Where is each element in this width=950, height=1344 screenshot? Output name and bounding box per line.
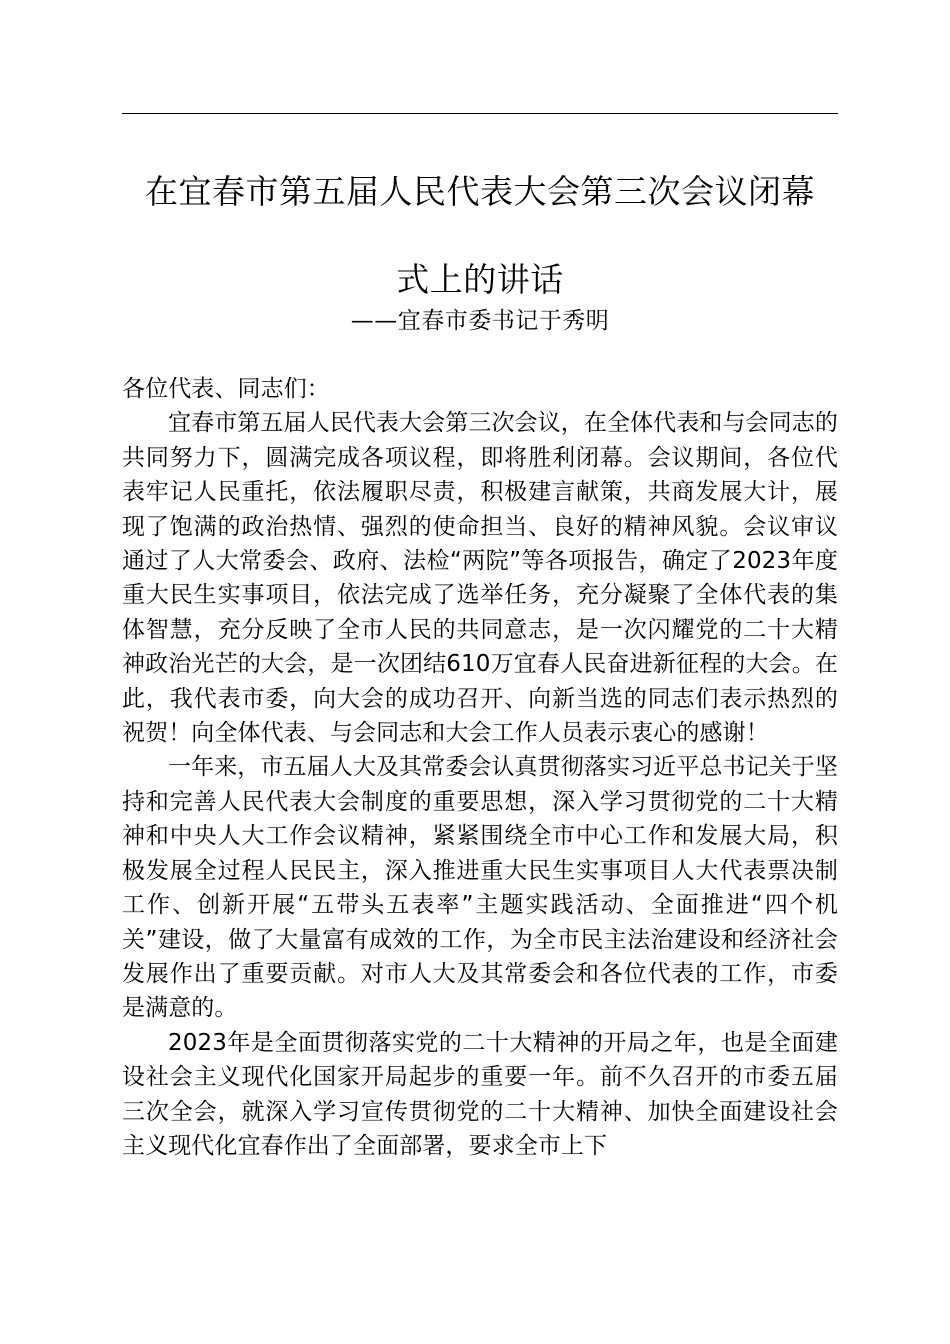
paragraph-3: 2023年是全面贯彻落实党的二十大精神的开局之年，也是全面建设社会主义现代化国家开局起步的重要一年。前不久召开的市委五届三次全会，就深入学习宣传贯彻党的二十大精神、加快全面建设社会主义现代化宜春作出了全面部署，要求全市上下 bbox=[122, 1029, 838, 1159]
paragraph-2: 一年来，市五届人大及其常委会认真贯彻落实习近平总书记关于坚持和完善人民代表大会制度的重要思想，深入学习贯彻党的二十大精神和中央人大工作会议精神，紧紧围绕全市中心工作和发展大局，积极发展全过程人民民主，深入推进重大民生实事项目人大代表票决制工作、创新开展“五带头五表率”主题实践活动、全面推进“四个机关”建设，做了大量富有成效的工作，为全市民主法治建设和经济社会发展作出了重要贡献。对市人大及其常委会和各位代表的工作，市委是满意的。 bbox=[122, 754, 838, 1022]
paragraph-1: 宜春市第五届人民代表大会第三次会议，在全体代表和与会同志的共同努力下，圆满完成各项议程，即将胜利闭幕。会议期间，各位代表牢记人民重托，依法履职尽责，积极建言献策，共商发展大计，展现了饱满的政治热情、强烈的使命担当、良好的精神风貌。会议审议通过了人大常委会、政府、法检“两院”等各项报告，确定了2023年度重大民生实事项目，依法完成了选举任务，充分凝聚了全体代表的集体智慧，充分反映了全市人民的共同意志，是一次闪耀党的二十大精神政治光芒的大会，是一次团结610万宜春人民奋进新征程的大会。在此，我代表市委，向大会的成功召开、向新当选的同志们表示热烈的祝贺！向全体代表、与会同志和大会工作人员表示衷心的感谢！ bbox=[122, 410, 838, 747]
document-body bbox=[122, 372, 838, 1163]
title-line-2: 式上的讲话 bbox=[396, 260, 564, 299]
document-title bbox=[112, 170, 848, 302]
title-line-1: 在宜春市第五届人民代表大会第三次会议闭幕 bbox=[145, 172, 815, 211]
salutation: 各位代表、同志们： bbox=[122, 376, 330, 402]
document-subtitle: ——宜春市委书记于秀明 bbox=[350, 308, 610, 334]
header-rule bbox=[122, 113, 838, 114]
